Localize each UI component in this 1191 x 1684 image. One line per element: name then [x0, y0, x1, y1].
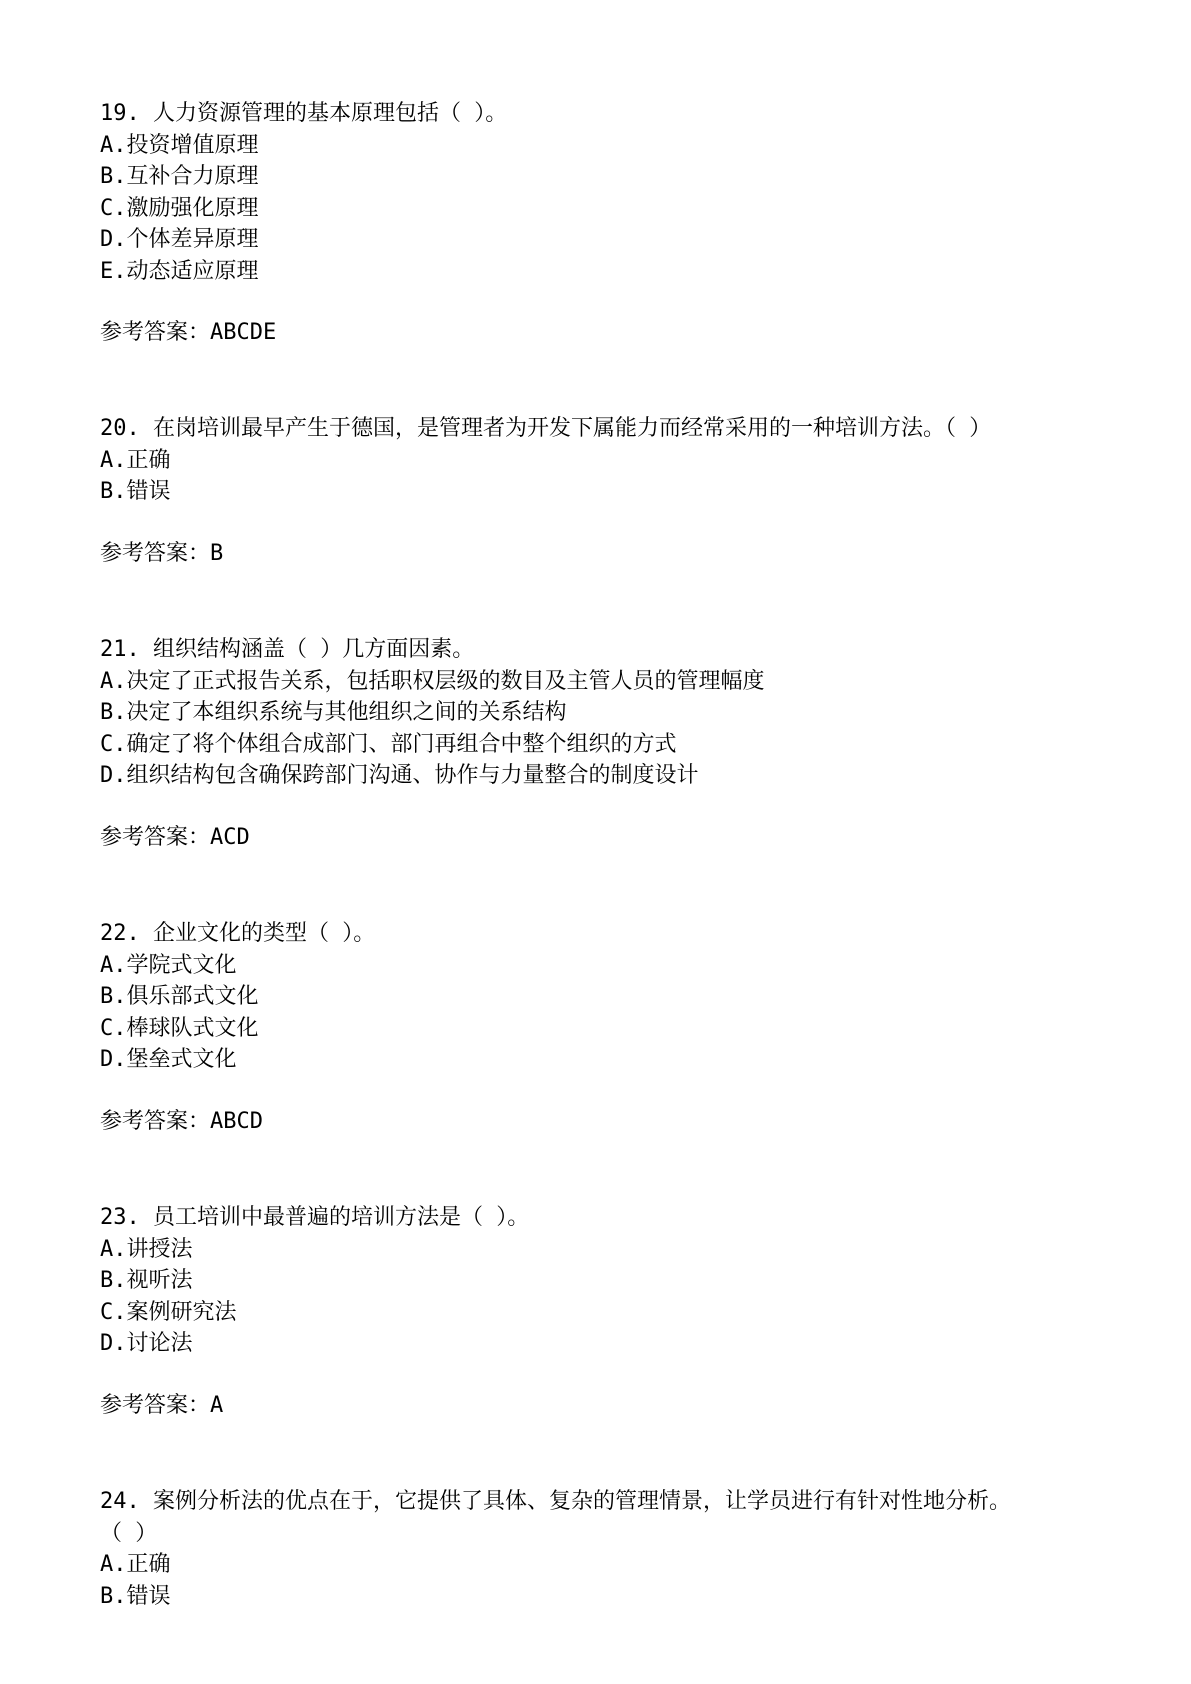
answer-row	[100, 822, 1100, 854]
option-b: B.决定了本组织系统与其他组织之间的关系结构	[100, 700, 567, 725]
answer-value: ACD	[210, 824, 250, 850]
option-c: C.激励强化原理	[100, 195, 259, 221]
option-b: B.视听法	[100, 1268, 193, 1293]
option-e: E.动态适应原理	[100, 258, 259, 284]
answer-row	[100, 317, 1100, 349]
option-d: D.组织结构包含确保跨部门沟通、协作与力量整合的制度设计	[100, 763, 699, 788]
question-stem: 24. 案例分析法的优点在于，它提供了具体、复杂的管理情景，让学员进行有针对性地分析。	[100, 1489, 1011, 1514]
question-19	[100, 98, 1100, 349]
option-a: A.正确	[100, 1552, 171, 1577]
question-21	[100, 634, 1100, 853]
answer-row	[100, 538, 1100, 570]
question-stem: 20. 在岗培训最早产生于德国，是管理者为开发下属能力而经常采用的一种培训方法。（ ）	[100, 416, 992, 441]
option-b: B.错误	[100, 1583, 171, 1609]
option-d: D.讨论法	[100, 1331, 193, 1356]
question-stem: 22. 企业文化的类型（ ）。	[100, 921, 376, 946]
answer-value: B	[210, 540, 224, 566]
option-c: C.确定了将个体组合成部门、部门再组合中整个组织的方式	[100, 731, 677, 757]
question-22	[100, 918, 1100, 1137]
answer-label: 参考答案：	[100, 320, 211, 345]
question-stem: 21. 组织结构涵盖（ ）几方面因素。	[100, 637, 475, 662]
option-b: B.错误	[100, 479, 171, 504]
question-stem: 19. 人力资源管理的基本原理包括（ ）。	[100, 101, 508, 126]
option-c: C.案例研究法	[100, 1299, 237, 1325]
option-a: A.学院式文化	[100, 952, 237, 978]
answer-label: 参考答案：	[100, 1108, 211, 1134]
answer-label: 参考答案：	[100, 824, 211, 850]
question-stem: 23. 员工培训中最普遍的培训方法是（ ）。	[100, 1205, 530, 1230]
option-d: D.堡垒式文化	[100, 1047, 237, 1072]
option-b: B.互补合力原理	[100, 164, 259, 189]
option-c: C.棒球队式文化	[100, 1015, 259, 1041]
question-24	[100, 1486, 1100, 1612]
option-b: B.俱乐部式文化	[100, 984, 259, 1009]
question-20	[100, 413, 1100, 569]
answer-value: ABCDE	[210, 320, 277, 345]
option-a: A.投资增值原理	[100, 132, 259, 158]
question-23	[100, 1202, 1100, 1421]
answer-row	[100, 1390, 1100, 1422]
option-a: A.正确	[100, 447, 171, 473]
answer-label: 参考答案：	[100, 540, 211, 566]
option-a: A.讲授法	[100, 1236, 193, 1262]
question-stem-continuation: （ ）	[100, 1520, 158, 1546]
answer-value: A	[210, 1392, 224, 1418]
answer-label: 参考答案：	[100, 1392, 211, 1418]
answer-row	[100, 1106, 1100, 1138]
answer-value: ABCD	[210, 1108, 263, 1134]
option-a: A.决定了正式报告关系，包括职权层级的数目及主管人员的管理幅度	[100, 668, 765, 694]
option-d: D.个体差异原理	[100, 227, 259, 252]
